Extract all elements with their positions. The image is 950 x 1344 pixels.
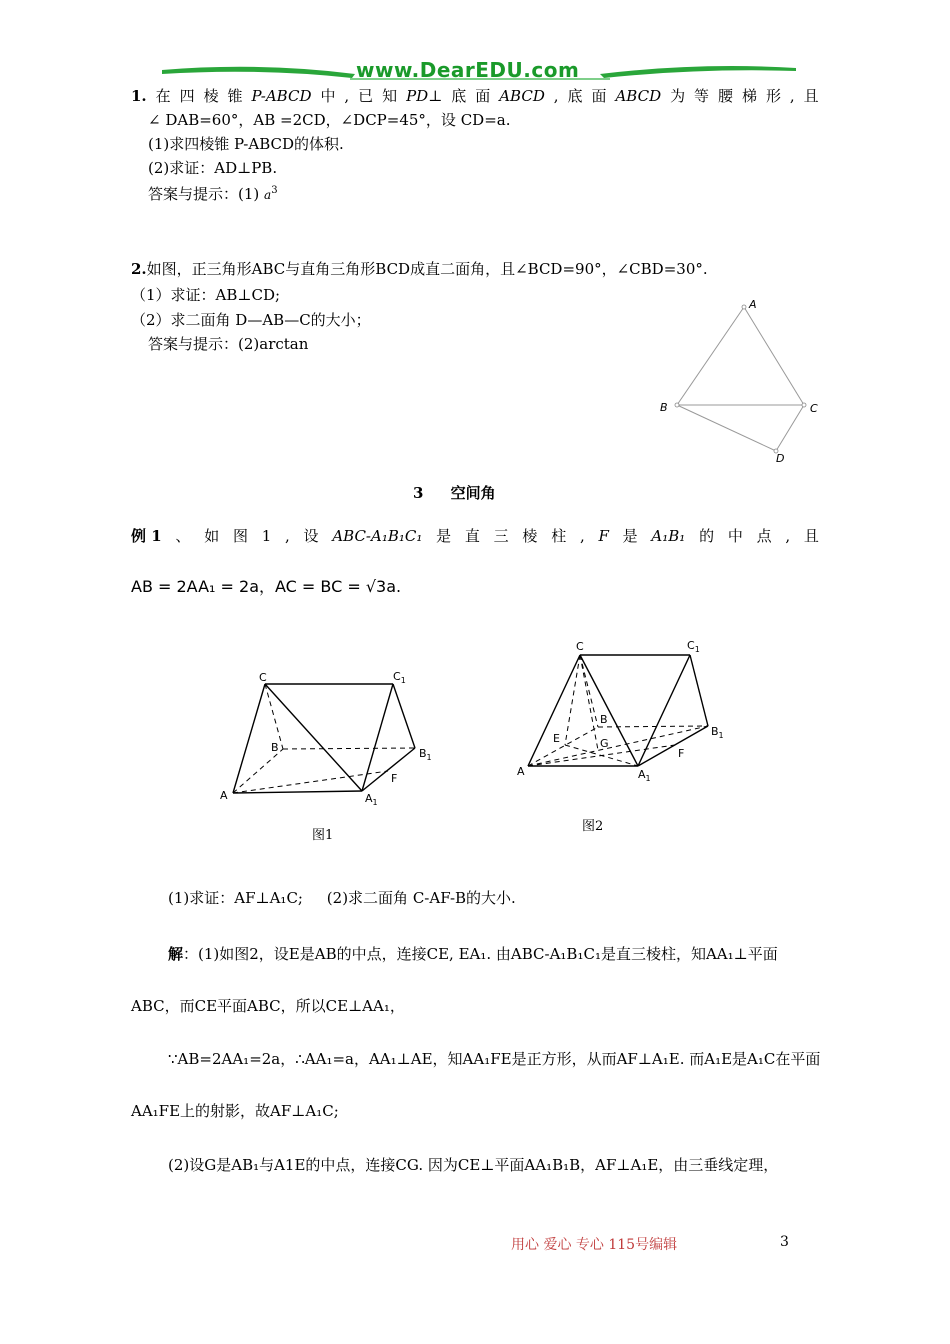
text-token: 且	[803, 527, 819, 545]
fig2-label-A: A	[517, 765, 525, 778]
text-token: 在	[155, 87, 171, 105]
fig1-label-A1: $A_1$	[365, 792, 378, 805]
fig2-label-B1: $B_1$	[711, 725, 724, 740]
problem2-part2: （2）求二面角 D—AB—C的大小；	[131, 311, 371, 329]
solution-text-1: ：(1)如图2，设E是AB的中点，连接CE, EA₁. 由ABC-A₁B₁C₁是直三棱柱，知AA₁⊥平面	[183, 945, 778, 963]
answer-exponent: 3	[271, 185, 278, 196]
site-name[interactable]: www.DearEDU.com	[356, 58, 580, 82]
problem2-part1: （1）求证：AB⊥CD;	[131, 286, 281, 304]
fig2-label-B: B	[600, 713, 608, 726]
text-token: 形	[765, 87, 781, 105]
text-token: 中	[320, 87, 336, 105]
text-token: A₁B₁	[651, 527, 686, 545]
text-token: 梯	[741, 87, 757, 105]
section-number: 3	[413, 484, 424, 502]
text-token: 棱	[522, 527, 538, 545]
answer-label: 答案与提示：(1)	[148, 185, 260, 203]
text-token: 的	[699, 527, 715, 545]
text-token: 已	[358, 87, 374, 105]
text-token: ABC-A₁B₁C₁	[332, 527, 423, 545]
figure1-caption: 图1	[312, 828, 334, 843]
solution-line5: (2)设G是AB₁与A1E的中点，连接CG. 因为CE⊥平面AA₁B₁B，AF⊥A₁E，由三垂线定理，	[168, 1156, 779, 1174]
text-token: ,	[553, 87, 559, 105]
text-token: ,	[579, 527, 585, 545]
text-token: 底	[567, 87, 583, 105]
text-token: 且	[803, 87, 819, 105]
fig1-label-C1: $C_1$	[393, 670, 406, 685]
solution-line4: AA₁FE上的射影，故AF⊥A₁C;	[131, 1102, 339, 1120]
text-token: F	[598, 527, 609, 545]
text-token: 面	[475, 87, 491, 105]
problem2-line1	[131, 259, 708, 279]
fig2-label-G: G	[600, 737, 609, 750]
problem1-part2: (2)求证：AD⊥PB.	[148, 159, 278, 177]
label-C: C	[810, 402, 818, 415]
text-token: 如	[204, 527, 220, 545]
problem1-line2: ∠ DAB=60°，AB =2CD，∠DCP=45°，设 CD=a.	[148, 111, 511, 129]
item-number: 例 1	[131, 527, 162, 545]
text-token: 中	[727, 527, 743, 545]
problem1-line1	[131, 86, 819, 106]
text-token: 棱	[203, 87, 219, 105]
problem1-part1: (1)求四棱锥 P-ABCD的体积.	[148, 135, 344, 153]
fig2-label-A1: $A_1$	[638, 768, 651, 783]
section-title: 空间角	[450, 484, 496, 502]
text-token: 锥	[227, 87, 243, 105]
label-B: B	[660, 401, 668, 414]
label-A: A	[749, 298, 757, 311]
text-token: 设	[303, 527, 319, 545]
solution-line2: ABC，而CE平面ABC，所以CE⊥AA₁，	[131, 997, 405, 1015]
figure1-prism	[215, 665, 440, 805]
footer-motto: 用心 爱心 专心 115号编辑	[511, 1237, 678, 1253]
example1-line1	[131, 526, 819, 546]
label-D: D	[776, 452, 785, 465]
fig1-label-B1: $B_1$	[419, 747, 432, 762]
text-token: 面	[591, 87, 607, 105]
text-token: ,	[344, 87, 350, 105]
text-token: P-ABCD	[251, 87, 312, 105]
fig2-label-C: C	[576, 640, 584, 653]
solution-line3: ∵AB=2AA₁=2a，∴AA₁=a，AA₁⊥AE，知AA₁FE是正方形，从而AF⊥A₁E. 而A₁E是A₁C在平面	[168, 1050, 821, 1068]
text-token: 底	[451, 87, 467, 105]
text-token: ABCD	[615, 87, 662, 105]
fig2-label-C1: $C_1$	[687, 639, 700, 654]
text-token: ABCD	[499, 87, 545, 105]
section-heading	[413, 482, 496, 503]
problem1-answer	[148, 184, 278, 205]
text-token: 点	[756, 527, 772, 545]
text-token: 四	[179, 87, 195, 105]
page-number: 3	[780, 1234, 789, 1250]
fig1-label-F: F	[391, 772, 398, 785]
fig2-label-F: F	[678, 747, 685, 760]
fig1-label-A: A	[220, 789, 228, 802]
text-token: 是	[622, 527, 638, 545]
text-token: 柱	[551, 527, 567, 545]
text-token: ,	[285, 527, 290, 545]
text-token: 知	[382, 87, 398, 105]
text-token: ,	[789, 87, 795, 105]
text-token: 是	[436, 527, 452, 545]
text-token: 腰	[718, 87, 734, 105]
text-token: 图	[232, 527, 248, 545]
text-token: 1	[261, 527, 272, 545]
fig1-label-C: C	[259, 671, 267, 684]
problem2-answer: 答案与提示：(2)arctan	[148, 335, 309, 353]
triangle-diagram	[650, 295, 840, 470]
solution-label: 解	[168, 945, 184, 963]
problem2-number: 2.	[131, 260, 147, 278]
fig2-label-E: E	[553, 732, 560, 745]
example1-formula: AB = 2AA₁ = 2a，AC = BC = √3a.	[131, 577, 402, 596]
text-token: 为	[670, 87, 686, 105]
example1-questions: (1)求证：AF⊥A₁C; (2)求二面角 C-AF-B的大小.	[168, 889, 516, 907]
text-token: 等	[694, 87, 710, 105]
fig1-label-B: B	[271, 741, 279, 754]
figure2-prism	[510, 635, 740, 785]
text-token: ,	[785, 527, 791, 545]
text-token: PD⊥	[406, 87, 443, 105]
text-token: 、	[175, 527, 191, 545]
text-token: 三	[493, 527, 509, 545]
problem2-statement: 如图，正三角形ABC与直角三角形BCD成直二面角，且∠BCD=90°，∠CBD=30°.	[146, 260, 708, 278]
text-token: 直	[464, 527, 480, 545]
figure2-caption: 图2	[582, 819, 604, 834]
solution-line1	[168, 944, 778, 964]
item-number: 1.	[131, 87, 147, 105]
answer-value: a	[264, 188, 272, 202]
